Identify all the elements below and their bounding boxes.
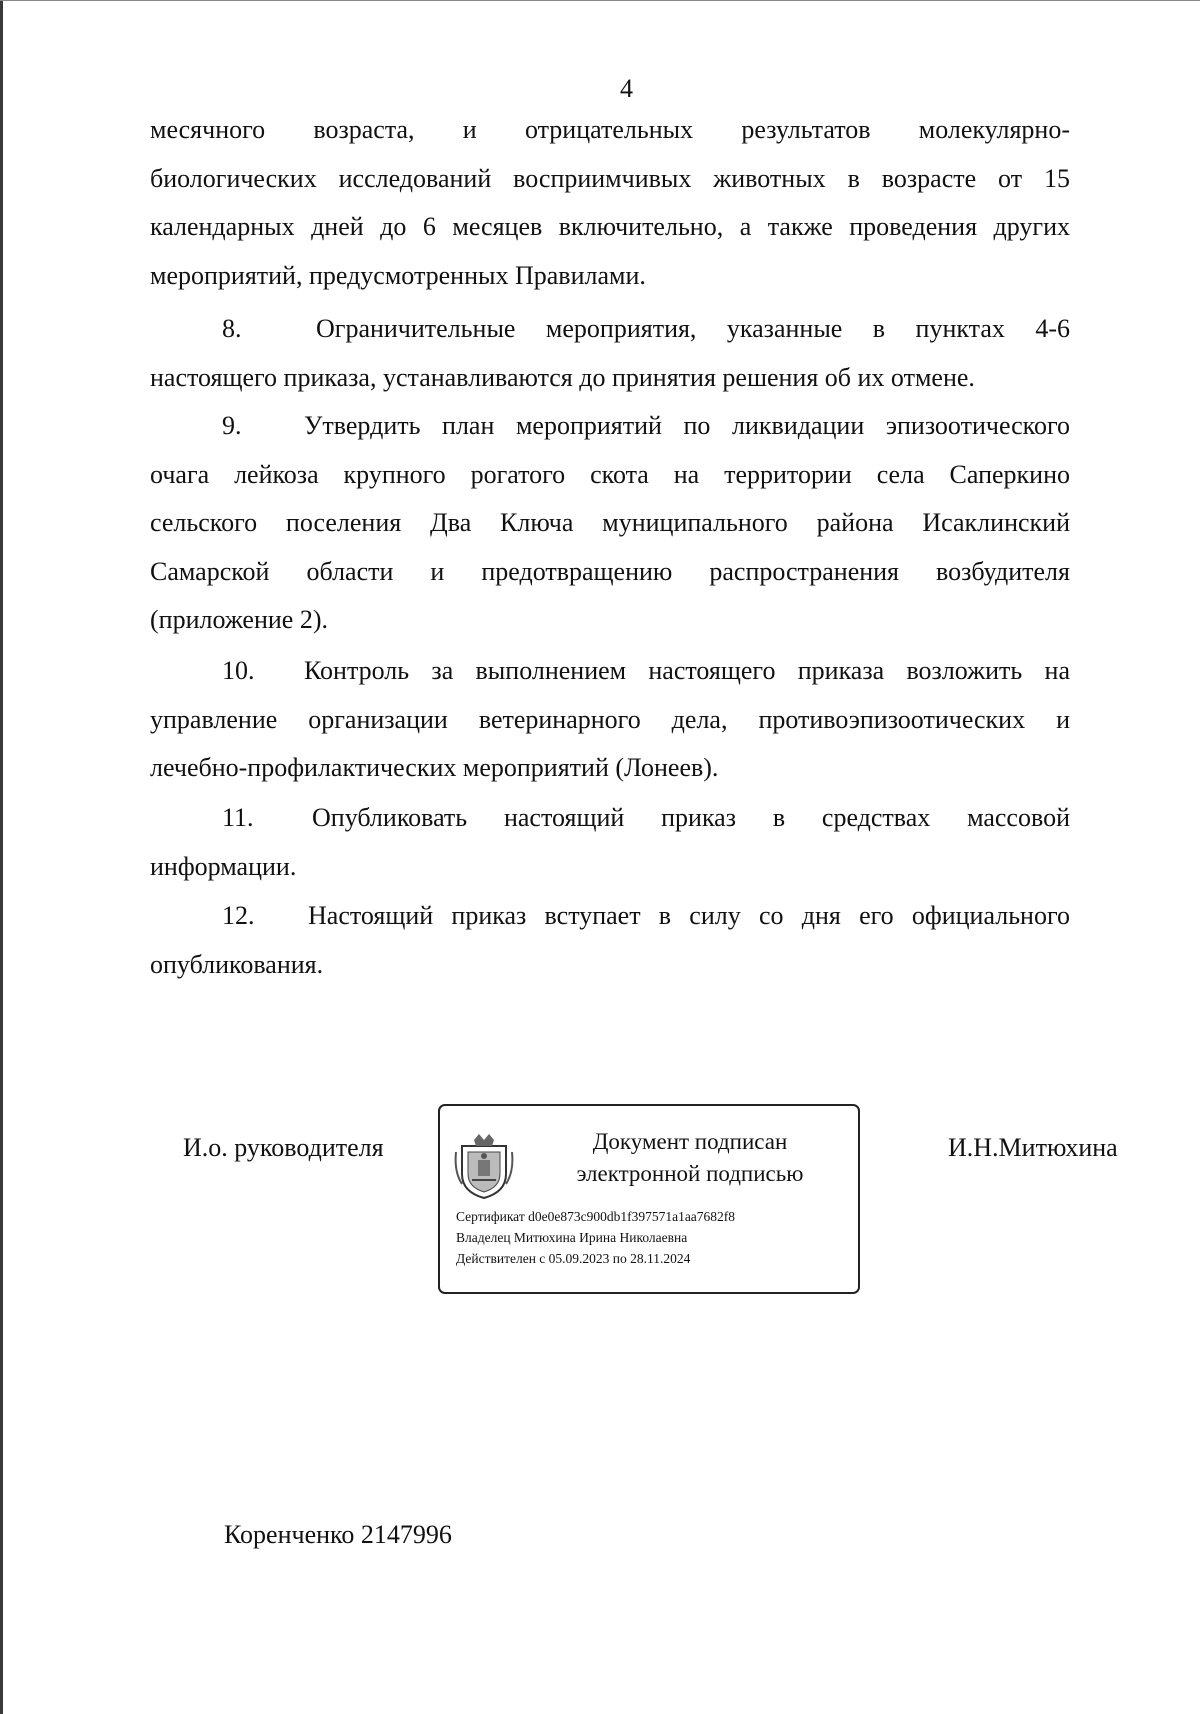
electronic-signature-stamp <box>438 1104 860 1294</box>
text-line: опубликования. <box>150 949 324 979</box>
paragraph-continuation <box>150 106 1070 300</box>
text-line: Настоящий приказ вступает в силу со дня его официального <box>308 901 1070 930</box>
item-number: 10. <box>222 656 255 685</box>
text-line: месячного возраста, и отрицательных результатов молекулярно- <box>150 115 1070 144</box>
text-line: очага лейкоза крупного рогатого скота на территории села Саперкино <box>150 459 1070 489</box>
text-line: мероприятий, предусмотренных Правилами. <box>150 260 646 290</box>
item-number: 12. <box>222 901 255 930</box>
certificate-validity: Действителен с 05.09.2023 по 28.11.2024 <box>456 1251 691 1266</box>
signer-name: И.Н.Митюхина <box>948 1133 1118 1162</box>
page-number: 4 <box>620 74 633 103</box>
text-line: Контроль за выполнением настоящего приказа возложить на <box>304 656 1070 685</box>
text-line: сельского поселения Два Ключа муниципального района Исаклинский <box>150 508 1070 537</box>
text-line: календарных дней до 6 месяцев включительно, а также проведения других <box>150 212 1070 241</box>
text-line: Ограничительные мероприятия, указанные в пунктах 4-6 <box>316 314 1070 343</box>
text-line: биологических исследований восприимчивых животных в возрасте от 15 <box>150 163 1070 193</box>
text-line: лечебно-профилактических мероприятий (Лонеев). <box>150 753 719 782</box>
scan-edge-top <box>0 0 1200 1</box>
item-11 <box>150 794 1070 891</box>
item-9 <box>150 402 1070 645</box>
stamp-title: Документ подписан <box>592 1129 788 1154</box>
item-10 <box>150 647 1070 793</box>
scan-edge <box>0 0 3 1714</box>
item-number: 8. <box>222 314 242 343</box>
certificate-number: Сертификат d0e0e873c900db1f397571a1aa7682f8 <box>456 1209 736 1224</box>
executor-contact: Коренченко 2147996 <box>224 1520 452 1549</box>
item-number: 9. <box>222 411 242 440</box>
stamp-subtitle: электронной подписью <box>576 1161 804 1186</box>
text-line: Утвердить план мероприятий по ликвидации эпизоотического <box>304 411 1070 440</box>
text-line: управление организации ветеринарного дела, противоэпизоотических и <box>150 704 1070 734</box>
certificate-owner: Владелец Митюхина Ирина Николаевна <box>456 1230 688 1245</box>
item-8 <box>150 305 1070 402</box>
signer-position: И.о. руководителя <box>183 1133 384 1162</box>
item-number: 11. <box>222 803 254 832</box>
text-line: Опубликовать настоящий приказ в средствах массовой <box>312 803 1070 832</box>
text-line: настоящего приказа, устанавливаются до принятия решения об их отмене. <box>150 362 975 392</box>
text-line: Самарской области и предотвращению распространения возбудителя <box>150 556 1070 586</box>
item-12 <box>150 892 1070 989</box>
coat-of-arms-icon <box>454 1132 514 1200</box>
text-line: (приложение 2). <box>150 605 329 634</box>
text-line: информации. <box>150 851 297 881</box>
